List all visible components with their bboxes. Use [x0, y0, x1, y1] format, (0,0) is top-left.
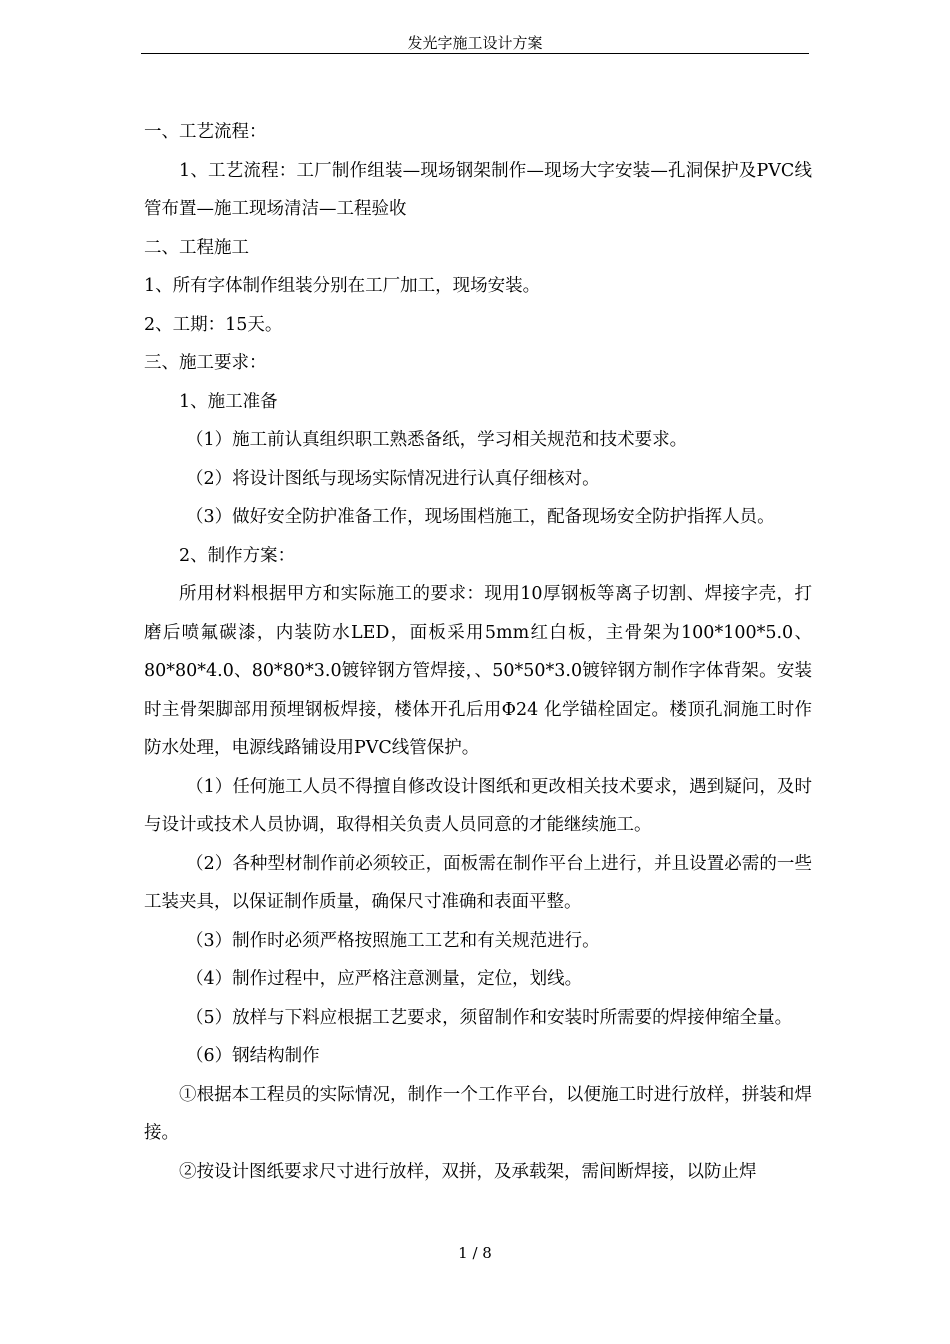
paragraph-plan-item-6: （6）钢结构制作 [186, 1046, 320, 1066]
paragraph-plan-item-2: （2）各种型材制作前必须较正，面板需在制作平台上进行，并且设置必需的一些工装夹具，以保证制作质量，确保尺寸准确和表面平整。 [144, 853, 812, 912]
page-header-title: 发光字施工设计方案 [407, 34, 543, 52]
section-heading-requirements: 三、施工要求： [144, 353, 267, 373]
section-heading-construction: 二、工程施工 [144, 237, 249, 258]
paragraph-plan-item-1: （1）任何施工人员不得擅自修改设计图纸和更改相关技术要求，遇到疑问，及时与设计或技术人员协调，取得相关负责人员同意的才能继续施工。 [144, 776, 812, 835]
document-body [144, 113, 812, 1191]
subheading-production-plan: 2、制作方案： [179, 545, 296, 566]
header-divider [141, 53, 809, 54]
paragraph-prep-item-3: （3）做好安全防护准备工作，现场围档施工，配备现场安全防护指挥人员。 [186, 507, 775, 527]
paragraph-steel-step-2: ②按设计图纸要求尺寸进行放样，双拼，及承载架，需间断焊接，以防止焊 [179, 1161, 757, 1182]
subheading-preparation: 1、施工准备 [179, 391, 278, 412]
paragraph-plan-item-4: （4）制作过程中，应严格注意测量，定位，划线。 [186, 969, 583, 989]
paragraph-plan-item-5: （5）放样与下料应根据工艺要求，须留制作和安装时所需要的焊接伸缩全量。 [186, 1007, 793, 1028]
paragraph-plan-item-3: （3）制作时必须严格按照施工工艺和有关规范进行。 [186, 930, 600, 951]
paragraph-process-flow: 1、工艺流程：工厂制作组装—现场钢架制作—现场大字安装—孔洞保护及PVC线管布置—施工现场清洁—工程验收 [144, 160, 812, 219]
paragraph-duration: 2、工期：15天。 [144, 314, 283, 335]
paragraph-materials: 所用材料根据甲方和实际施工的要求：现用10厚钢板等离子切割、焊接字壳，打磨后喷氟碳漆，内装防水LED，面板采用5mm红白板，主骨架为100*100*5.0、80*80*4.0、80*80*3.0镀锌钢方管焊接，、50*50*3.0镀锌钢方制作字体背架。安装时主骨架脚部用预埋钢板焊接，楼体开孔后用Φ24 化学锚栓固定。楼顶孔洞施工时作防水处理，电源线路铺设用PVC线管保护。 [144, 584, 812, 758]
paragraph-factory-assembly: 1、所有字体制作组装分别在工厂加工，现场安装。 [144, 276, 541, 296]
page-number: 1 / 8 [458, 1244, 492, 1262]
paragraph-prep-item-1: （1）施工前认真组织职工熟悉备纸，学习相关规范和技术要求。 [186, 430, 688, 450]
section-heading-process: 一、工艺流程： [144, 122, 267, 142]
paragraph-steel-step-1: ①根据本工程员的实际情况，制作一个工作平台，以便施工时进行放样，拼装和焊接。 [144, 1084, 812, 1143]
paragraph-prep-item-2: （2）将设计图纸与现场实际情况进行认真仔细核对。 [186, 468, 600, 489]
